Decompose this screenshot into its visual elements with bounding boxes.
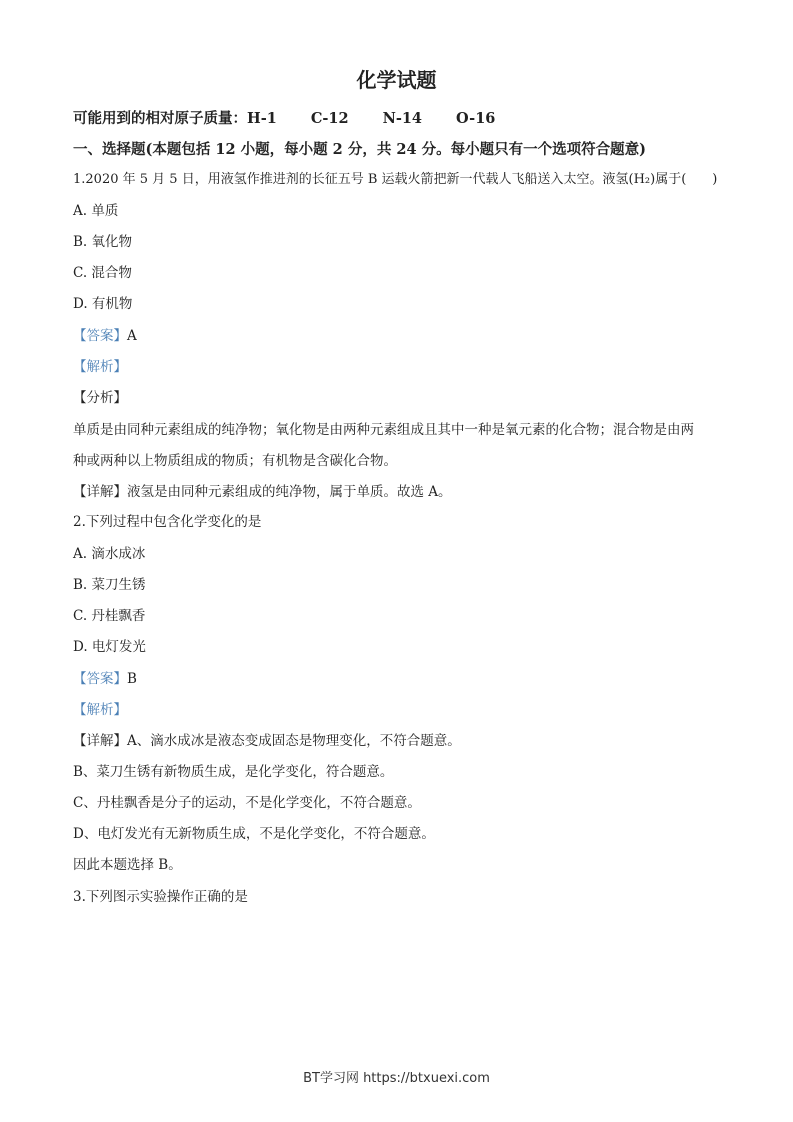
atomic-item: C-12 [310,110,349,127]
q2-detail: 因此本题选择 B。 [73,857,182,873]
q1-fenxi-tag: 【分析】 [73,390,127,406]
answer-value: A [127,328,137,344]
answer-tag: 【答案】 [73,328,127,344]
q1-option: B. 氧化物 [73,234,133,250]
atomic-item: N-14 [382,110,423,127]
q2-stem: 2.下列过程中包含化学变化的是 [73,514,262,530]
q1-option: C. 混合物 [73,265,132,281]
q1-jiexi-tag: 【解析】 [73,359,127,375]
answer-tag: 【答案】 [73,671,127,687]
q1-option: A. 单质 [73,203,119,219]
answer-value: B [127,671,137,687]
q3-stem: 3.下列图示实验操作正确的是 [73,889,248,905]
q1-stem: 1.2020 年 5 月 5 日，用液氢作推进剂的长征五号 B 运载火箭把新一代载人飞船送入太空。液氢(H₂)属于( ) [73,172,718,187]
q1-detail: 【详解】液氢是由同种元素组成的纯净物，属于单质。故选 A。 [73,484,452,500]
q2-option: D. 电灯发光 [73,639,146,655]
q1-option: D. 有机物 [73,296,133,312]
q1-answer [73,327,137,345]
q2-option: C. 丹桂飘香 [73,608,146,624]
q2-detail: 【详解】A、滴水成冰是液态变成固态是物理变化，不符合题意。 [73,733,461,749]
atomic-item: O-16 [456,110,496,127]
section-heading: 一、选择题(本题包括 12 小题，每小题 2 分，共 24 分。每小题只有一个选项符合题意) [73,141,646,158]
footer-watermark: BT学习网 https://btxuexi.com [303,1071,490,1086]
q2-detail: C、丹桂飘香是分子的运动，不是化学变化，不符合题意。 [73,795,421,811]
q2-answer [73,670,137,688]
q2-detail: B、菜刀生锈有新物质生成，是化学变化，符合题意。 [73,764,394,780]
atomic-label: 可能用到的相对原子质量： [73,110,247,127]
atomic-item: H-1 [247,110,277,127]
q2-option: A. 滴水成冰 [73,546,146,562]
atomic-mass-line [73,110,495,128]
q1-analysis: 种或两种以上物质组成的物质；有机物是含碳化合物。 [73,453,397,469]
q2-option: B. 菜刀生锈 [73,577,146,593]
page-title: 化学试题 [356,68,437,92]
q1-analysis: 单质是由同种元素组成的纯净物；氧化物是由两种元素组成且其中一种是氧元素的化合物；混合物是由两 [73,422,694,438]
q2-jiexi-tag: 【解析】 [73,702,127,718]
q2-detail: D、电灯发光有无新物质生成，不是化学变化，不符合题意。 [73,826,435,842]
